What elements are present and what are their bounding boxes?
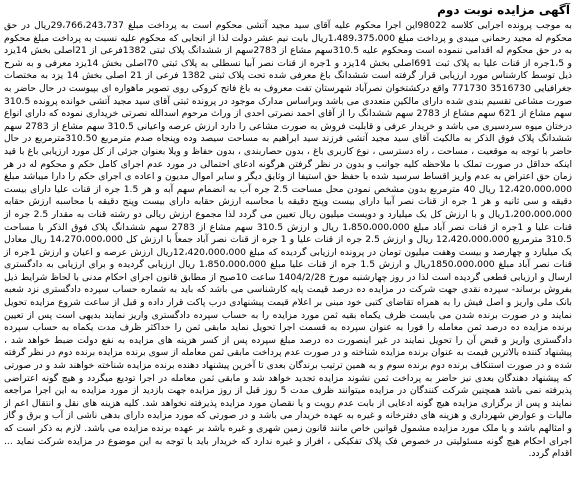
- notice-body: به موجب پرونده اجرایی کلاسه 98022این اجرا محکوم علیه آقای سید مجید آتشی محکوم است به پرداخت مبلغ 29،766،243،737ریال در حق محکوم له مجید رحمانی میبدی و پرداخت مبلغ 1،489،375،000ریال بابت نیم عشر دولت لذا از انجایی که محکوم علیه نسبت به پرداخت مبلغ محکوم به در حق محکوم له اقدامی ننموده است ومحکوم علیه 310.5سهم مشاع از 2783سهم از ششدانگ پلاک ثبتی 1382فرعی از 21اصلی بخش 14یزد و 1،5جره از قنات عليا به پلاک ثبت 691اصلی بخش 14یزد و 1جره از قنات نصر آبیا نسطلی به پلاک ثبتی 70اصلی بخش 14یزد معرفی و به شرح ذیل توسط کارشناس مورد ارزیابی قرار گرفته است ششدانگ باغ معرفی شده تحت پلاک ثبتی 1382 فرعی از 21 اصلی بخش 14 یزد به مختصات جغرافیایی 3516730 771730 واقع درکشتخوان نصرآباد شهرستان تفت معروف به باغ فاتح کروکی روی تصویر ماهواره ای بپیوست در حال حاضر به صورت مشاعی تقسیم بندی شده دارای مالکین متعددی می باشد وبراساس مدارک موجود در پرونده ثبتی آقای سید مجید آتشی خوانده پرونده 310.5 سهم مشاع از 621 سهم مشاع از 2783 سهم ششدانگ را از آقای احمد نصرتی احدی از وراث مرحوم اسدالله نصرتی خریداری نموده که دارای انواع درختان میوه سردسیری می باشد و خریدار عرفی و قابلیت فروش به صورت مشاعی را دارد ارزش عرصه واعیانی 310.5 سهم مشاع از 2783 سهم ششدانگ پلاک فوق الذکر به مالکیت آقای سید مجید آتشی فرزند سید ابراهیم به مساحت سیصد وده وپنجاه صدم مترمربع 310.50مترمربع در حال حاضر با توجه به موقعیت ، مساحت ، راه دسترسی ، نوع کاربری باغ ، بدون حصاربندی ، بدون حفاظ و ویلا بعنوان جزئی از کل مورد ارزیابی باغ با قید اینکه حداقل در صورت تملک با ملاحظه کلیه جوانب و بدون در نظر گرفتن هرگونه ادعای احتمالی در مورد عدم اجرای کامل حکم و محکوم له در هر زمان حق اعتراض به عدم واریز اقساط سرسید شده با حفظ حق استیفا از وثایق دیگر و سایر اموال مدیون و اعاده ی اجرای حکم را دارا میباشد مبلغ 12،420،000،000 ریال 40 مترمربع بدون مشخص نمودن محل مساحت 2.5 جره آب به انضمام سهم آبه و هر 1.5 جره از قنات علیا دارای بیست دقیقه و سی ثانیه و هر 1 جره از قنات نصر آبیا دارای بیست وپنج دقیقه با محاسبه ارزش حقابه دارای بیست وپنج دقیقه با محاسبه ارزش حقابه 1،200،000،000ریال و با ارزش کل یک میلیارد و دویست میلیون ریال تعیین می گردد لذا مجموع ارزش ریالی دو رشته قنات به مقدار 2.5 جره از قنات علیا و 1جره از قنات نصر آباد مبلغ 1،850،000،000 ریال و ارزش 310.5 سهم مشاع از 2783 سهم ششدانگ پلاک فوق الذکر با مساحت 310.5 مترمربع 12،420،000،000 ریال و ارزش 2.5 جره از قنات علیا و 1 جره از قنات نصر آباد جمعاً با ارزش کل 14،270،000،000 ریال معادل یک میلیارد و چهارصد و بیست وهفت میلیون تومان در پرونده ارزیابی گردیده که مبلغ 12،420،000،000ریال ارزش عرصه و اعیان و ارزش 1جره از قنات نصر آباد مبلغ 1850،000،000ریال و ارزش 1.5 جره از قنات علیا مبلغ 1،850،000،000 ریال ارزیابی گردیده و برای ارزیابی به دادگستری ارسال و ارزیابی قطعی گردیده است لذا در روز چهارشنبه مورخ 1404/2/28 ساعت 10صبح از مطابق قانون اجرای احکام مدنی با لحاظ شرایط ذیل بفروش برساند- سپرده نقدی جهت شرکت در مزایده ده درصد قیمت پایه کارشناسی می باشد که باید به شماره حساب سپرده دادگستری نزد شعبه بانک ملی واریز و اصل فیش را به همراه تقاضای کتبی خود مبنی بر اعلام قیمت پیشنهادی درب پاکت قرار داده و قبل از ساعت شروع مزایده تحویل نمایند و در صورت برنده شدن می بایست ظرف یکماه بقیه ثمن مورد مزایده را به حساب سپرده دادگستری واریز نمایند بدیهی است پس از تعیین برنده مزایده ده درصد ثمن معامله را فورا به عنوان سپرده به قسمت اجرا تحویل نماید مابقی ثمن را حداکثر ظرف مدت یکماه به حساب سپرده دادگستری واریز و قبض آن را تحویل نمایند در غیر اینصورت ده درصد مبلغ سپرده پس از کسر هزینه های مزایده به نفع دولت ضبط خواهد شد ، پیشنهاد کننده بالاترین قیمت به عنوان برنده مزایده شناخته و در صورت عدم پرداخت مابقی ثمن معامله از سوی برنده مزایده برنده دوم در نظر گرفته شده و در صورت استنکاف برنده دوم برنده سوم و به همین ترتیب برندگان بعدی تا آخرین پیشنهاد دهنده برنده مزایده شناخته خواهند شد و در صورتی که پیشنهاد دهندگان بعدی نیز حاضر به پرداخت ثمن نشوند مزایده تجدید خواهد شد و مابقی ثمن معامله در اجرا تودیع میگردد و هیچ گونه اعتراضی پذیرفته نمی باشد همچنین شرکت کنندگان در مزایده میتوانند ظرف مدت 5 روز قبل از روز مزایده جهت بازدید از مورد مزایده به این اجرا مراجعه نمایند و پس از برگزاری مزایده هیچ گونه ادعایی از بابت عدم رویت و یا نقصان مورد مزایده پذیرفته نخواهد شد. کلیه هزینه های نقل و انتقال اعم از مالیات و عوارض شهرداری و هزینه های دفترخانه و غیره به عهده خریدار می باشد و در صورتی که مورد مزایده دارای بدهی ناشی از آب و برق و گاز و امثالهم باشد و یا ملک مورد مزایده مشمول قوانین خاص مانند قانون زمین شهری و غیره باشد بر عهده برنده مزایده می باشد. لازم به ذکر است که اجرای احکام هیچ گونه مسئولیتی در خصوص فک پلاک تفکیکی ، افراز و غیره ندارد که خریدار باید با توجه به این موضوع در مزایده شرکت نماید ... اقدام گردد.: [4, 20, 573, 460]
- notice-title: آگهی مزایده نوبت دوم: [437, 3, 570, 17]
